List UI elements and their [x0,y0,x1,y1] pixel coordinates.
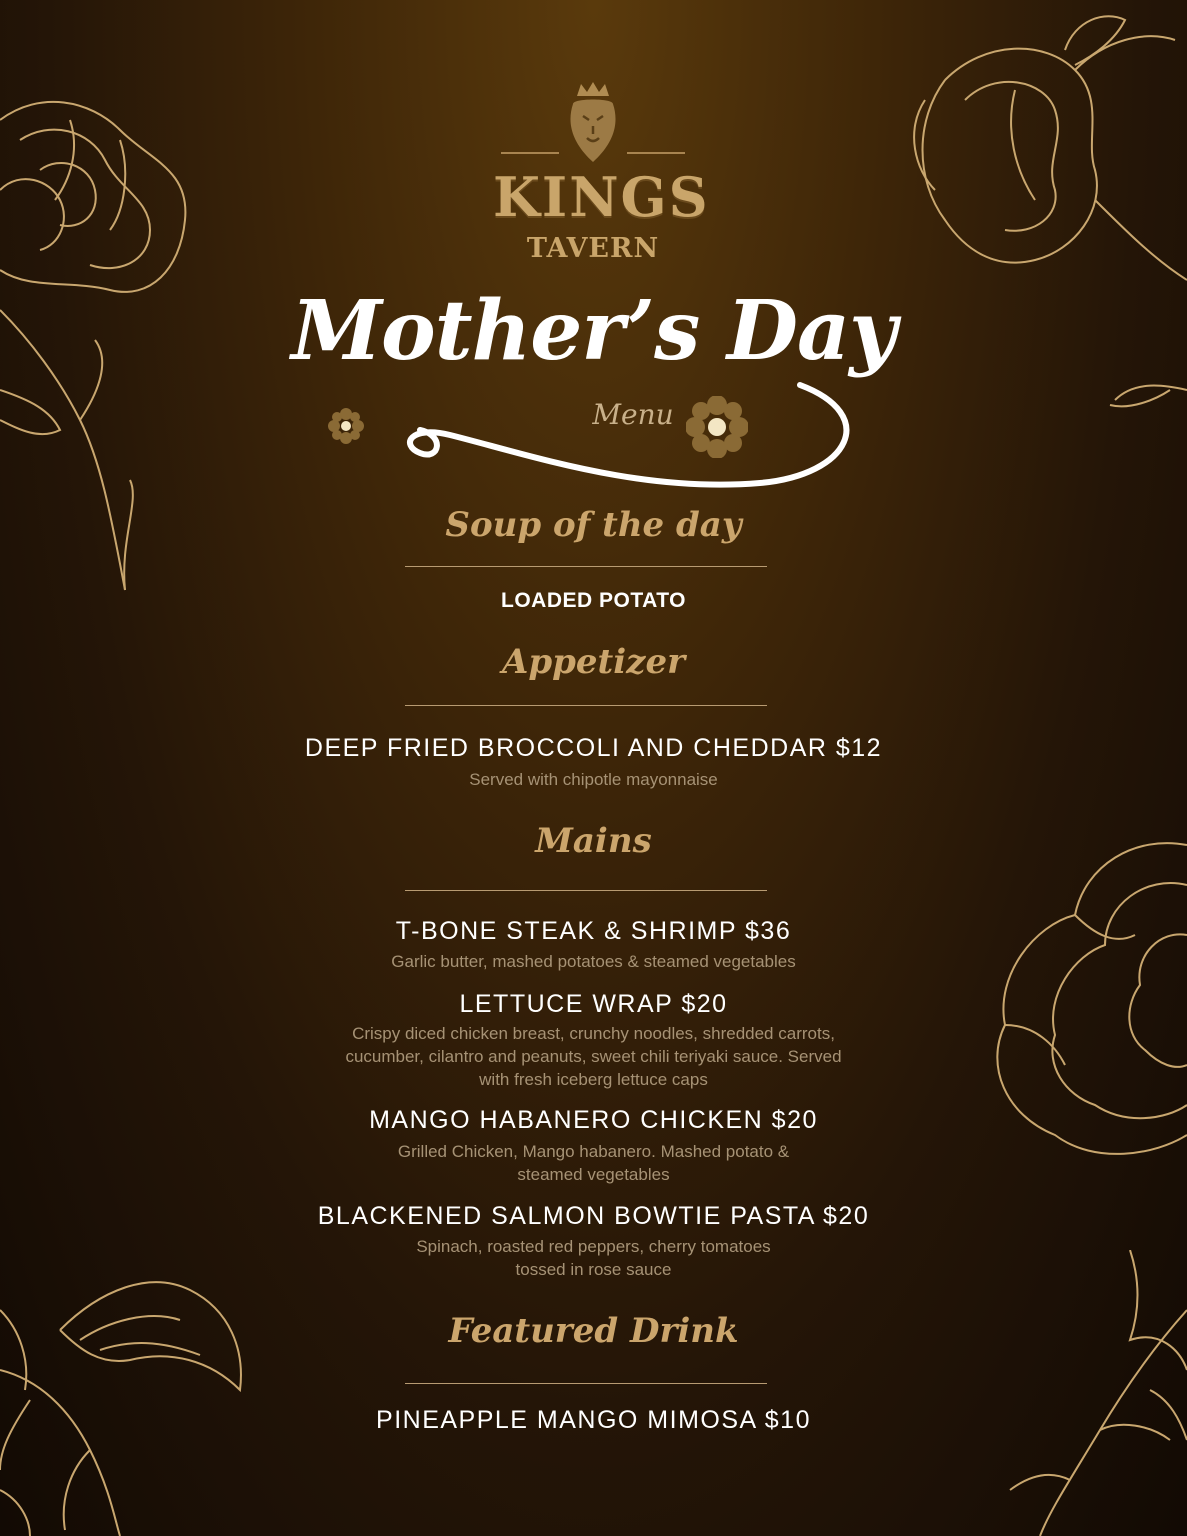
section-title-soup: Soup of the day [445,505,742,545]
menu-item-name: LETTUCE WRAP $20 [459,990,728,1018]
menu-item-desc: Garlic butter, mashed potatoes & steamed vegetables [391,952,796,971]
divider [405,566,767,567]
floral-bottom-right-icon [990,1250,1187,1536]
divider [405,1383,767,1384]
menu-item-name: BLACKENED SALMON BOWTIE PASTA $20 [317,1202,870,1230]
menu-item-name: T-BONE STEAK & SHRIMP $36 [395,917,792,945]
divider [405,890,767,891]
menu-item-desc: Grilled Chicken, Mango habanero. Mashed potato & steamed vegetables [397,1142,790,1184]
brand-subname: TAVERN [526,233,660,264]
section-title-drink: Featured Drink [448,1311,739,1351]
menu-item-desc: Served with chipotle mayonnaise [469,770,718,789]
brand-name: KINGS [493,165,710,229]
divider [405,705,767,706]
menu-item-name: PINEAPPLE MANGO MIMOSA $10 [376,1406,811,1434]
menu-item-desc: Crispy diced chicken breast, crunchy noodles, shredded carrots, cucumber, cilantro and peanuts, sweet chili teriyaki sauce. Served with fresh iceberg lettuce caps [345,1024,842,1089]
floral-bottom-left-icon [0,1270,250,1536]
floral-top-right-icon [905,0,1187,440]
title-swash-icon [380,375,880,495]
page-title: Mother’s Day [291,283,896,379]
small-flower-icon [328,408,364,444]
section-title-mains: Mains [535,821,652,861]
logo [493,82,710,272]
menu-item-name: LOADED POTATO [501,589,686,612]
page-subtitle: Menu [592,398,674,431]
menu-item-name: MANGO HABANERO CHICKEN $20 [369,1106,818,1134]
menu-item-desc: Spinach, roasted red peppers, cherry tomatoes tossed in rose sauce [416,1237,771,1279]
crowned-lion-icon [565,82,621,162]
section-title-appetizer: Appetizer [501,642,686,682]
menu-item-name: DEEP FRIED BROCCOLI AND CHEDDAR $12 [304,734,883,762]
